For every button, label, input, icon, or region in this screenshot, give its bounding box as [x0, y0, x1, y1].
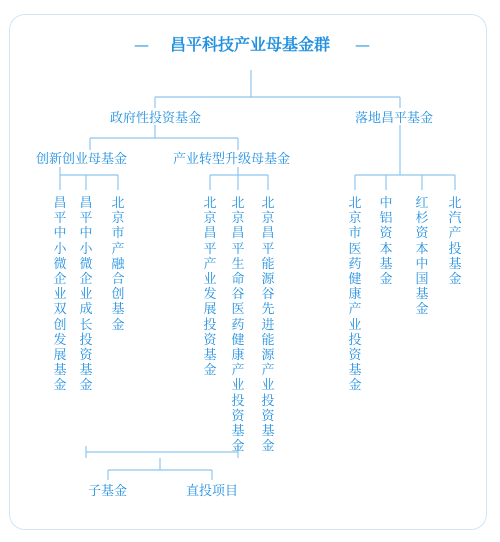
- fund-life-valley-healthcare: 北京昌平生命谷医药健康产业投资基金: [231, 196, 245, 455]
- node-government-fund: 政府性投资基金: [110, 111, 202, 126]
- fund-beijing-industry-finance: 北京市产融合创基金: [111, 196, 125, 333]
- fund-baic-capital: 北汽产投基金: [448, 196, 462, 288]
- fund-smb-innovation: 昌平中小微企业双创发展基金: [53, 196, 67, 394]
- fund-beijing-healthcare: 北京市医药健康产业投资基金: [348, 196, 362, 394]
- node-local-fund: 落地昌平基金: [355, 111, 434, 126]
- title-dash-right: —: [355, 36, 370, 54]
- node-sub-fund: 子基金: [88, 484, 128, 499]
- node-transformation-fund: 产业转型升级母基金: [173, 152, 291, 167]
- fund-energy-valley: 北京昌平能源谷先进能源产业投资基金: [261, 196, 275, 455]
- fund-changping-industry-development: 北京昌平产业发展投资基金: [203, 196, 217, 379]
- node-direct-investment: 直投项目: [186, 484, 239, 499]
- fund-chalco-capital: 中铝资本基金: [379, 196, 393, 288]
- node-innovation-fund: 创新创业母基金: [36, 152, 128, 167]
- fund-sequoia-china: 红杉资本中国基金: [415, 196, 429, 318]
- diagram-title: 昌平科技产业母基金群: [170, 35, 331, 54]
- fund-smb-growth: 昌平中小微企业成长投资基金: [79, 196, 93, 394]
- title-dash-left: —: [134, 36, 149, 54]
